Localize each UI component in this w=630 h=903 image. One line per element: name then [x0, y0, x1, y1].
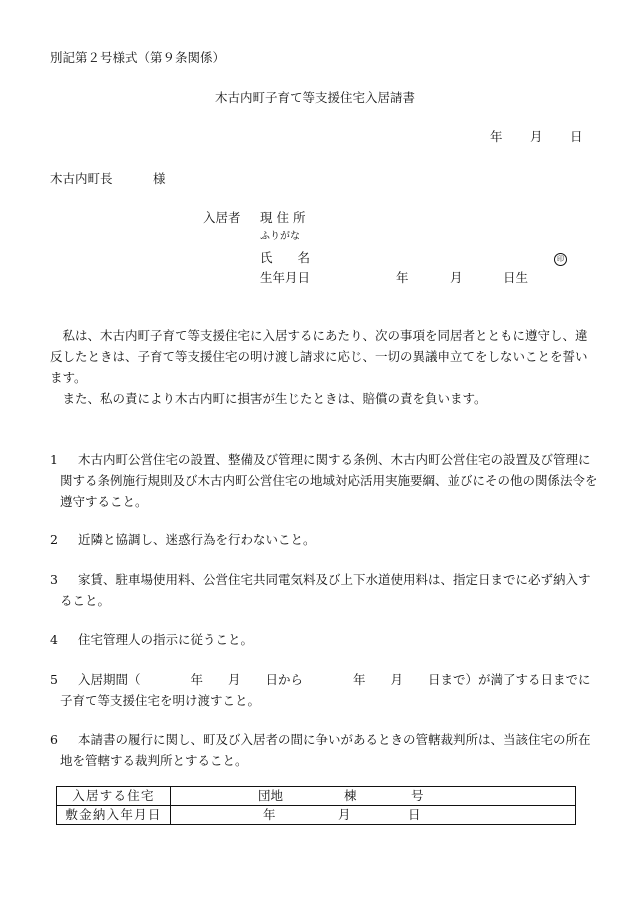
pledge-paragraph: 私は、木古内町子育て等支援住宅に入居するにあたり、次の事項を同居者とともに遵守し、違反したときは、子育て等支援住宅の明け渡し請求に応じ、一切の異議申立てをしないことを誓います。 — [50, 328, 588, 385]
rule-text: 近隣と協調し、迷惑行為を行わないこと。 — [78, 532, 316, 547]
deposit-day-label: 日 — [408, 807, 421, 822]
rule-item-5 — [50, 669, 600, 711]
date-month-label: 月 — [530, 129, 543, 144]
birth-month-label: 月 — [450, 270, 463, 285]
rule-number: 3 — [50, 572, 58, 587]
name-label: 氏 名 — [260, 250, 311, 265]
deposit-month-label: 月 — [338, 807, 351, 822]
rule-text: 木古内町公営住宅の設置、整備及び管理に関する条例、木古内町公営住宅の設置及び管理に関する条例施行規則及び木古内町公営住宅の地域対応活用実施要綱、並びにその他の関係法令を遵守すること。 — [60, 452, 598, 509]
birth-day-label: 日生 — [503, 270, 529, 285]
birth-year-label: 年 — [396, 270, 409, 285]
rule-text: 入居期間（ 年 月 日から 年 月 日まで）が満了する日までに子育て等支援住宅を明け渡すこと。 — [60, 672, 591, 708]
table-row — [57, 806, 576, 825]
housing-info-table — [56, 786, 576, 825]
birthdate-label: 生年月日 — [260, 270, 311, 285]
housing-label: 入居する住宅 — [57, 787, 171, 806]
danchi-label: 団地 — [258, 788, 284, 803]
deposit-year-label: 年 — [263, 807, 276, 822]
deposit-date-label: 敷金納入年月日 — [57, 806, 171, 825]
liability-paragraph: また、私の責により木古内町に損害が生じたときは、賠償の責を負います。 — [62, 391, 487, 406]
form-id: 別記第２号様式（第９条関係） — [50, 50, 226, 65]
date-day-label: 日 — [570, 129, 583, 144]
rule-item-6 — [50, 729, 600, 771]
date-year-label: 年 — [490, 129, 503, 144]
go-label: 号 — [411, 788, 424, 803]
document-title: 木古内町子育て等支援住宅入居請書 — [214, 90, 415, 105]
rule-item-3 — [50, 569, 600, 611]
rule-item-2 — [50, 529, 600, 550]
housing-cell — [171, 787, 576, 806]
rule-number: 4 — [50, 632, 58, 647]
addressee-name: 木古内町長 — [50, 171, 113, 186]
address-label: 現 住 所 — [260, 210, 306, 225]
rule-item-1 — [50, 449, 600, 512]
seal-mark: 印 — [554, 253, 567, 266]
rule-text: 住宅管理人の指示に従うこと。 — [78, 632, 254, 647]
furigana-label: ふりがな — [260, 231, 300, 242]
rule-number: 1 — [50, 452, 58, 467]
rule-item-4 — [50, 629, 600, 650]
rule-text: 家賃、駐車場使用料、公営住宅共同電気料及び上下水道使用料は、指定日までに必ず納入すること。 — [60, 572, 591, 608]
deposit-date-cell — [171, 806, 576, 825]
rule-number: 6 — [50, 732, 58, 747]
mune-label: 棟 — [344, 788, 357, 803]
rule-number: 2 — [50, 532, 58, 547]
applicant-label: 入居者 — [203, 210, 241, 225]
addressee-honorific: 様 — [153, 171, 166, 186]
rule-text: 本請書の履行に関し、町及び入居者の間に争いがあるときの管轄裁判所は、当該住宅の所在地を管轄する裁判所とすること。 — [60, 732, 591, 768]
rule-number: 5 — [50, 672, 58, 687]
table-row — [57, 787, 576, 806]
